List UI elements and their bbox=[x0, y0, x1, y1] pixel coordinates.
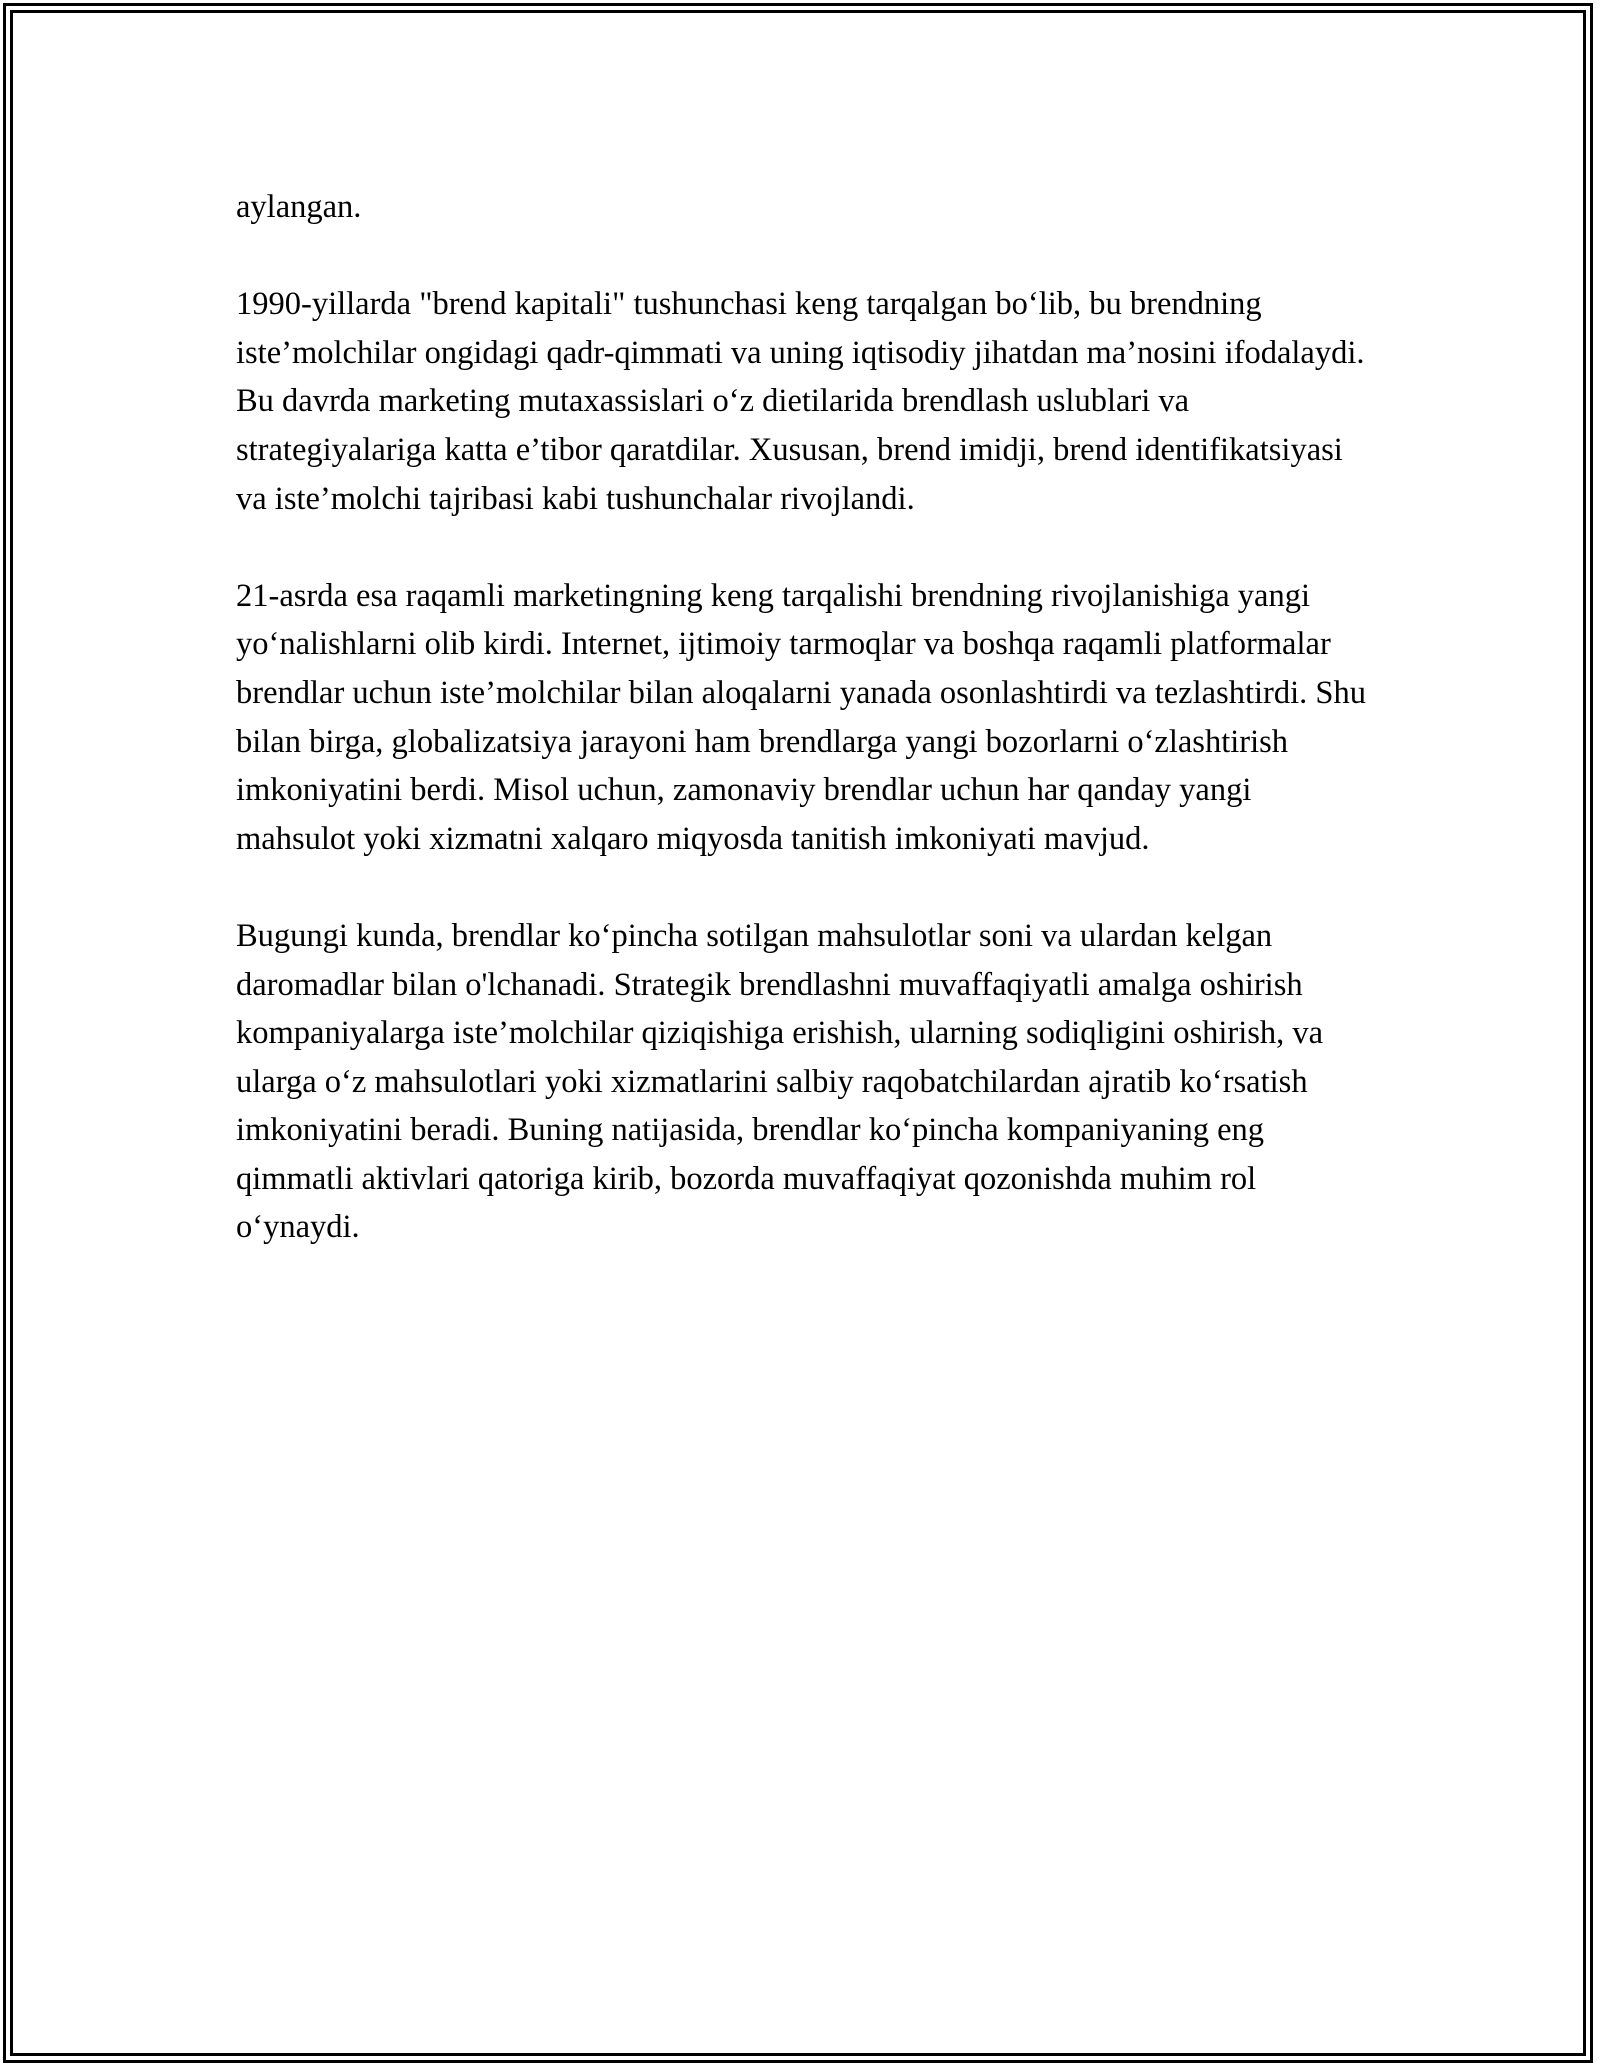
paragraph-continuation: aylangan. bbox=[236, 189, 362, 225]
paragraph-brand-today: Bugungi kunda, brendlar ko‘pincha sotilgan mahsulotlar soni va ulardan kelgan daromadlar bilan o'lchanadi. Strategik brendlashni muvaffaqiyatli amalga oshirish kompaniyalarga iste’molchilar qiziqishiga erishish, ularning sodiqligini oshirish, va ularga o‘z mahsulotlari yoki xizmatlarini salbiy raqobatchilardan ajratib ko‘rsatish imkoniyatini beradi. Buning natijasida, brendlar ko‘pincha kompaniyaning eng qimmatli aktivlari qatoriga kirib, bozorda muvaffaqiyat qozonishda muhim rol o‘ynaydi. bbox=[236, 917, 1324, 1246]
document-body bbox=[236, 183, 1366, 1301]
paragraph-brand-capital: 1990-yillarda "brend kapitali" tushunchasi keng tarqalgan bo‘lib, bu brendning iste’molchilar ongidagi qadr-qimmati va uning iqtisodiy jihatdan ma’nosini ifodalaydi. Bu davrda marketing mutaxassislari o‘z dietilarida brendlash uslublari va strategiyalariga katta e’tibor qaratdilar. Xususan, brend imidji, brend identifikatsiyasi va iste’molchi tajribasi kabi tushunchalar rivojlandi. bbox=[236, 286, 1365, 517]
paragraph-digital-marketing: 21-asrda esa raqamli marketingning keng tarqalishi brendning rivojlanishiga yangi yo‘nalishlarni olib kirdi. Internet, ijtimoiy tarmoqlar va boshqa raqamli platformalar brendlar uchun iste’molchilar bilan aloqalarni yanada osonlashtirdi va tezlashtirdi. Shu bilan birga, globalizatsiya jarayoni ham brendlarga yangi bozorlarni o‘zlashtirish imkoniyatini berdi. Misol uchun, zamonaviy brendlar uchun har qanday yangi mahsulot yoki xizmatni xalqaro miqyosda tanitish imkoniyati mavjud. bbox=[236, 577, 1366, 857]
